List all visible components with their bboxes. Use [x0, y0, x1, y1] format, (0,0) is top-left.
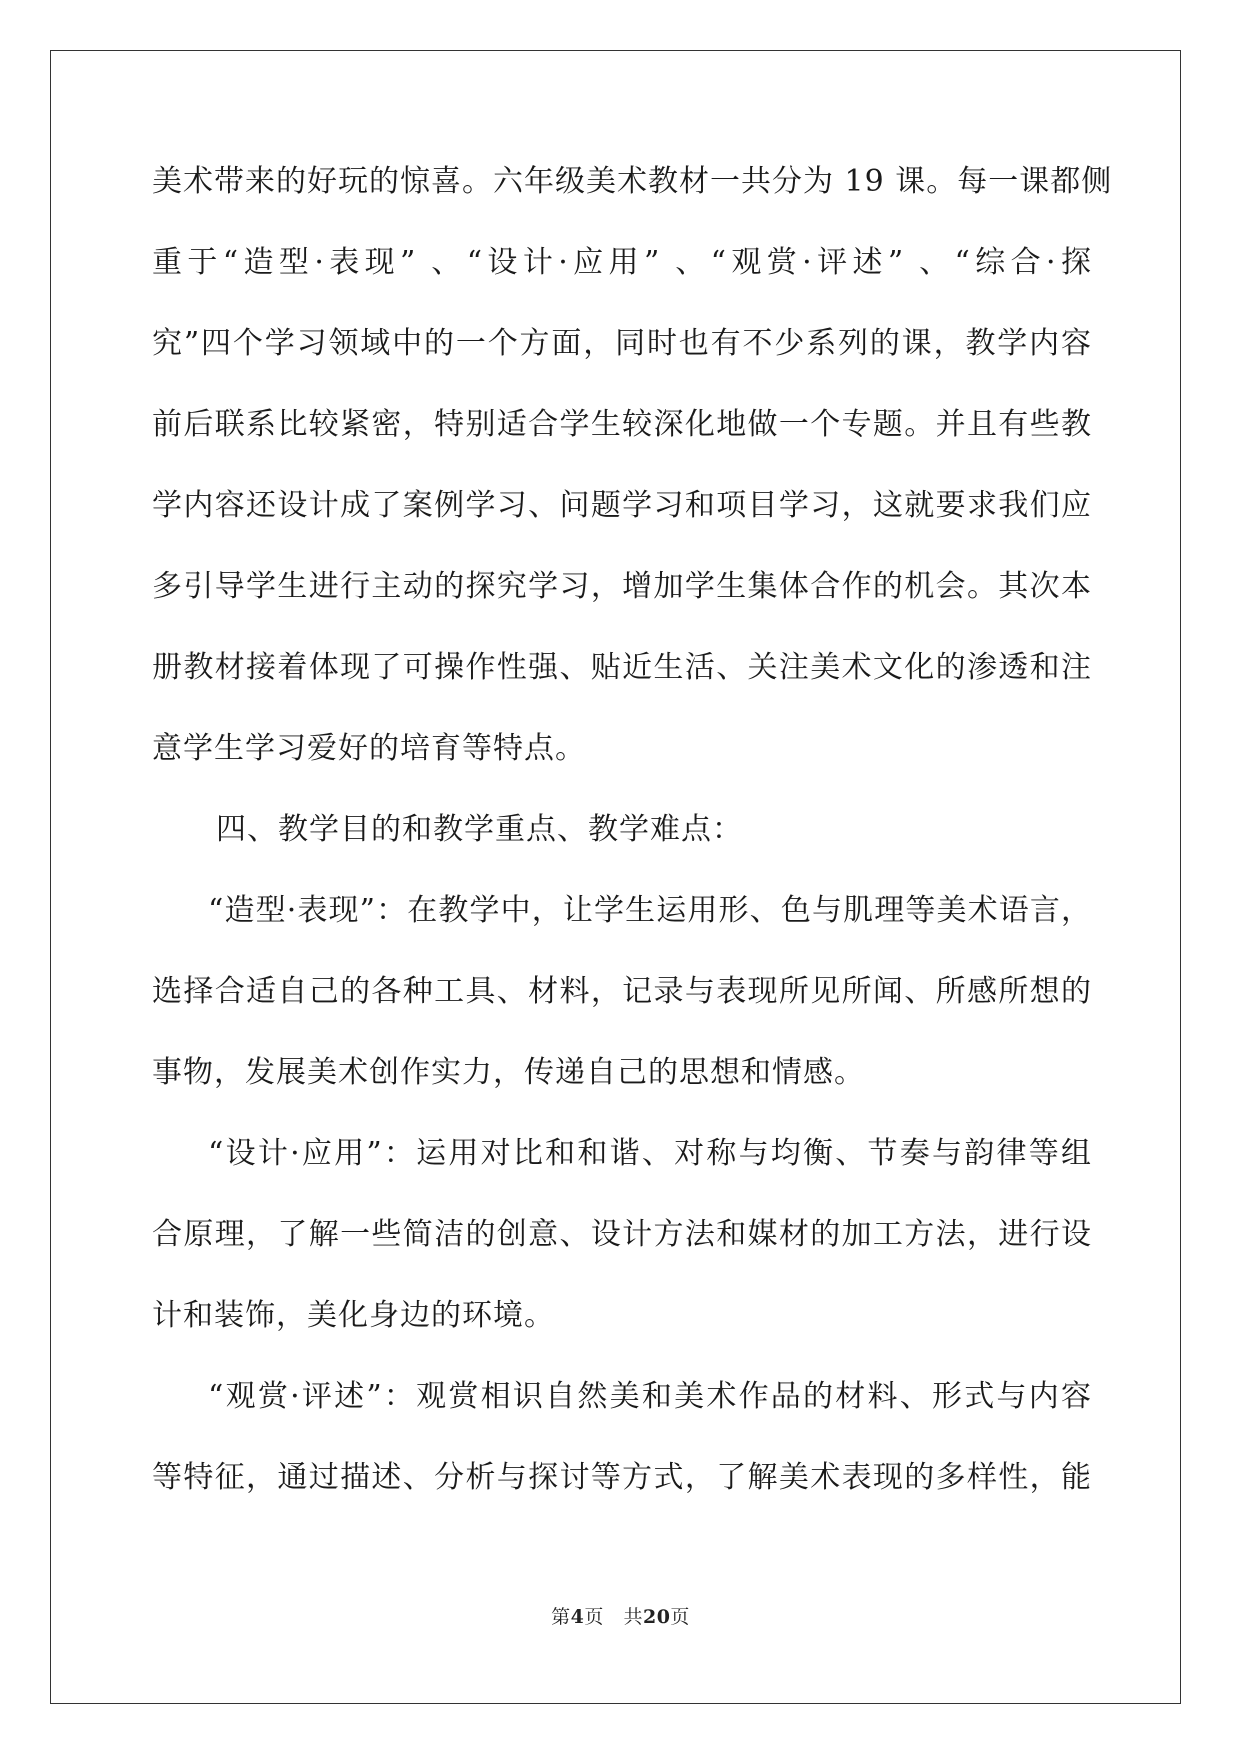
total-pages: 20 [642, 1606, 671, 1628]
paragraph-line: 计和装饰，美化身边的环境。 [152, 1298, 555, 1333]
paragraph-line: 事物，发展美术创作实力，传递自己的思想和情感。 [152, 1055, 865, 1090]
section-heading: 四、教学目的和教学重点、教学难点： [216, 812, 743, 847]
page-suffix: 页 [584, 1606, 604, 1628]
paragraph-line: 学内容还设计成了案例学习、问题学习和项目学习，这就要求我们应 [152, 488, 1092, 523]
paragraph-line: 多引导学生进行主动的探究学习，增加学生集体合作的机会。其次本 [152, 569, 1092, 604]
paragraph-line: 前后联系比较紧密，特别适合学生较深化地做一个专题。并且有些教 [152, 407, 1092, 442]
paragraph-line: 究”四个学习领域中的一个方面，同时也有不少系列的课，教学内容 [152, 326, 1092, 361]
paragraph-line: 合原理，了解一些简洁的创意、设计方法和媒材的加工方法，进行设 [152, 1217, 1092, 1252]
page-prefix: 第 [551, 1606, 571, 1628]
page-number: 4 [570, 1606, 585, 1628]
paragraph-line: 意学生学习爱好的培育等特点。 [152, 731, 586, 766]
paragraph-line: 重于“造型·表现” 、“设计·应用” 、“观赏·评述” 、“综合·探 [152, 245, 1092, 280]
paragraph-line: “观赏·评述”：观赏相识自然美和美术作品的材料、形式与内容 [208, 1379, 1092, 1414]
paragraph-line: 选择合适自己的各种工具、材料，记录与表现所见所闻、所感所想的 [152, 974, 1092, 1009]
paragraph-line: 册教材接着体现了可操作性强、贴近生活、关注美术文化的渗透和注 [152, 650, 1092, 685]
paragraph-line: “设计·应用”：运用对比和和谐、对称与均衡、节奏与韵律等组 [208, 1136, 1092, 1171]
total-prefix: 共 [623, 1606, 643, 1628]
paragraph-line: 等特征，通过描述、分析与探讨等方式，了解美术表现的多样性，能 [152, 1460, 1092, 1495]
paragraph-line: “造型·表现”：在教学中，让学生运用形、色与肌理等美术语言， [208, 893, 1092, 928]
paragraph-line: 美术带来的好玩的惊喜。六年级美术教材一共分为 19 课。每一课都侧 [152, 164, 1113, 199]
document-body [152, 160, 1113, 1537]
page-footer [0, 1602, 1241, 1629]
total-suffix: 页 [670, 1606, 690, 1628]
